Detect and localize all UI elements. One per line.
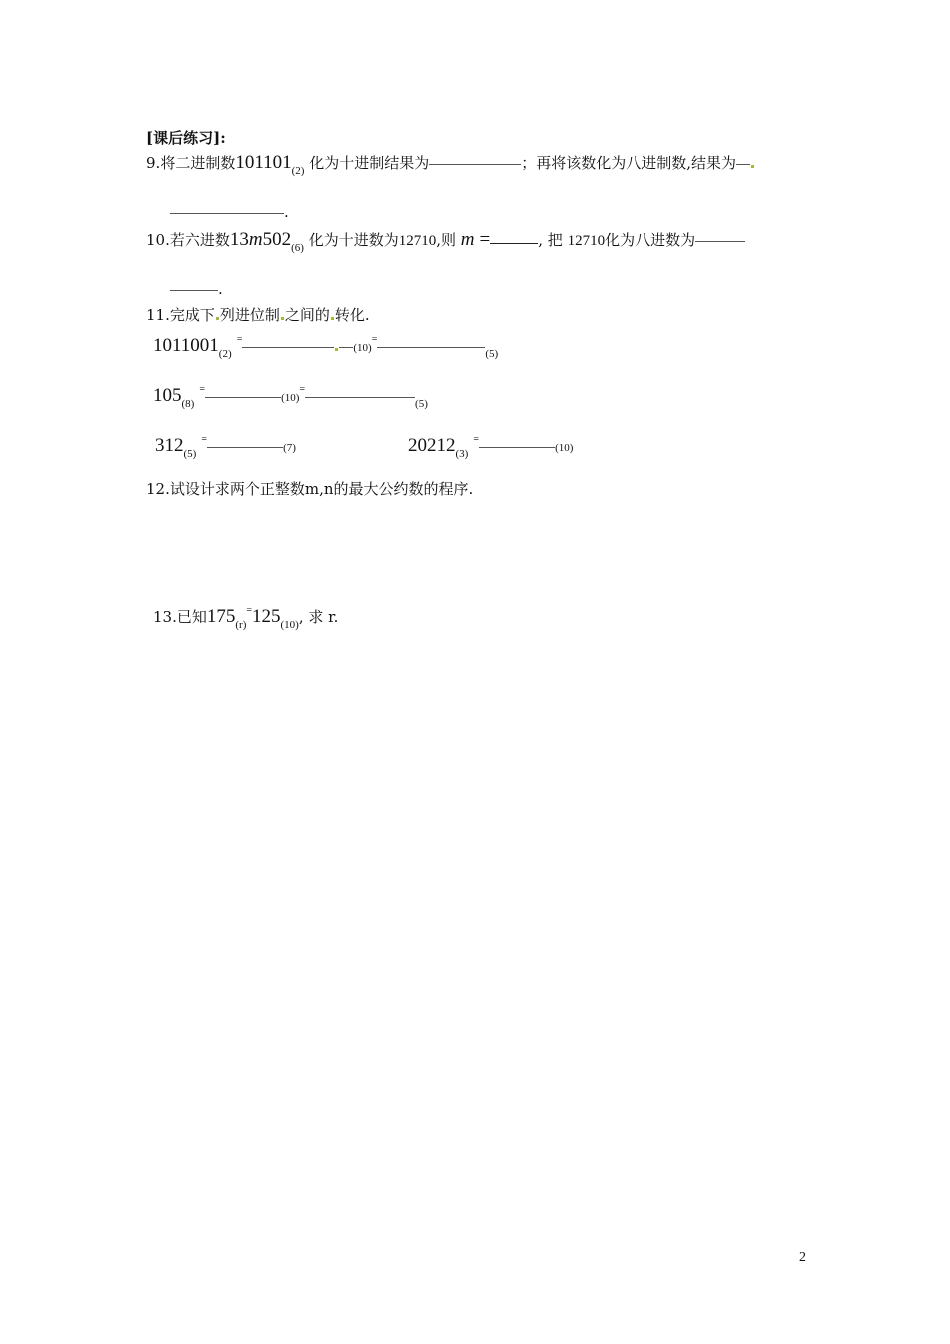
equals: = [199, 384, 206, 395]
q9-number: 9. [146, 154, 161, 172]
q11-text-d: 转化. [334, 306, 370, 324]
q9-mid2: ；再将该数化为八进制数,结果为 [521, 154, 737, 172]
q11-row1-blank-decimal-b[interactable] [339, 346, 353, 348]
q10-mid2: ,则 [436, 231, 457, 249]
q11-text-c: 之间的 [284, 306, 330, 324]
q10-decimal-2: 12710 [567, 233, 606, 249]
equals: = [299, 384, 306, 395]
q9-binary-value: 101101 [235, 152, 292, 173]
q10-variable: m [460, 229, 475, 250]
question-13 [153, 605, 338, 631]
section-heading: [课后练习]: [146, 129, 226, 147]
q11-row3r-base-10: (10) [555, 442, 574, 454]
q9-tail: . [284, 203, 289, 221]
q11-row2-value: 105 [153, 385, 182, 406]
q11-row1-blank-base5[interactable] [377, 346, 485, 348]
marker-dot [335, 348, 338, 351]
q9-mid: 化为十进制结果为 [309, 154, 430, 172]
q11-row3r-value: 20212 [408, 435, 456, 456]
q11-row3l-base-7: (7) [283, 442, 296, 454]
q10-answer-blank-octal-a[interactable] [695, 240, 745, 242]
q11-row1-base: (2) [218, 348, 232, 360]
q13-base-r: (r) [235, 619, 247, 631]
q13-lead: 已知 [176, 608, 207, 626]
q13-base-10: (10) [280, 619, 299, 631]
q11-row3l-base: (5) [183, 448, 197, 460]
marker-dot [216, 317, 219, 320]
q10-lead: 若六进数 [169, 231, 230, 249]
equals: = [371, 334, 378, 345]
q13-value-1: 175 [206, 606, 236, 627]
q10-mid4: 化为八进数为 [605, 231, 696, 249]
q10-mid3: , 把 [538, 231, 563, 249]
q13-tail: , 求 r. [298, 608, 339, 626]
q10-tail: . [218, 280, 223, 298]
equals: = [236, 334, 243, 345]
q10-mid: 化为十进数为 [308, 231, 399, 249]
q9-lead: 将二进制数 [160, 154, 236, 172]
marker-dot [331, 317, 334, 320]
q11-row1-value: 1011001 [153, 335, 219, 356]
q11-row-3-left [155, 434, 296, 460]
q11-row3r-base: (3) [455, 448, 469, 460]
q11-row2-blank-base5[interactable] [305, 396, 415, 398]
question-10 [146, 229, 745, 254]
q11-row1-base-5: (5) [485, 348, 499, 360]
equals: = [473, 434, 480, 445]
q11-row3l-blank[interactable] [207, 446, 283, 448]
question-10-continued [170, 280, 223, 298]
q11-row2-base-5: (5) [415, 398, 428, 410]
q11-number: 11. [146, 306, 170, 324]
page-number: 2 [799, 1250, 806, 1265]
q13-value-2: 125 [252, 606, 281, 627]
q11-row2-base-10: (10) [281, 392, 300, 404]
q11-row3l-value: 312 [155, 435, 184, 456]
question-9 [146, 152, 755, 177]
q11-row2-base: (8) [181, 398, 195, 410]
equals: = [246, 605, 253, 616]
q11-text-a: 完成下 [169, 306, 215, 324]
marker-dot [751, 165, 754, 168]
q9-answer-blank-2a[interactable] [736, 163, 750, 165]
q9-answer-blank-1[interactable] [429, 163, 521, 165]
q12-number: 12. [146, 480, 170, 498]
q10-number: 10. [146, 231, 170, 249]
question-12 [146, 478, 473, 499]
q11-row1-base-10: (10) [353, 342, 372, 354]
q11-row1-blank-decimal[interactable] [242, 346, 334, 348]
q12-text: 试设计求两个正整数m,n的最大公约数的程序. [169, 480, 474, 498]
q11-text-b: 列进位制 [219, 306, 280, 324]
q10-answer-blank-octal-b[interactable] [170, 289, 218, 291]
q9-answer-blank-2b[interactable] [170, 212, 284, 214]
q11-row-1 [153, 334, 498, 360]
q11-row-3-right [408, 434, 573, 460]
q11-row2-blank-decimal[interactable] [205, 396, 281, 398]
q10-equals: = [479, 229, 491, 250]
q11-row-2 [153, 384, 428, 410]
question-9-continued [170, 203, 289, 221]
q10-value: 13m502 [229, 229, 292, 250]
q13-number: 13. [153, 608, 177, 626]
q10-base: (6) [291, 242, 304, 254]
q11-row3r-blank[interactable] [479, 446, 555, 448]
marker-dot [281, 317, 284, 320]
q9-base: (2) [291, 165, 305, 177]
q10-decimal: 12710 [398, 233, 437, 249]
q10-answer-blank-m[interactable] [490, 242, 538, 244]
question-11 [146, 304, 370, 325]
equals: = [201, 434, 208, 445]
